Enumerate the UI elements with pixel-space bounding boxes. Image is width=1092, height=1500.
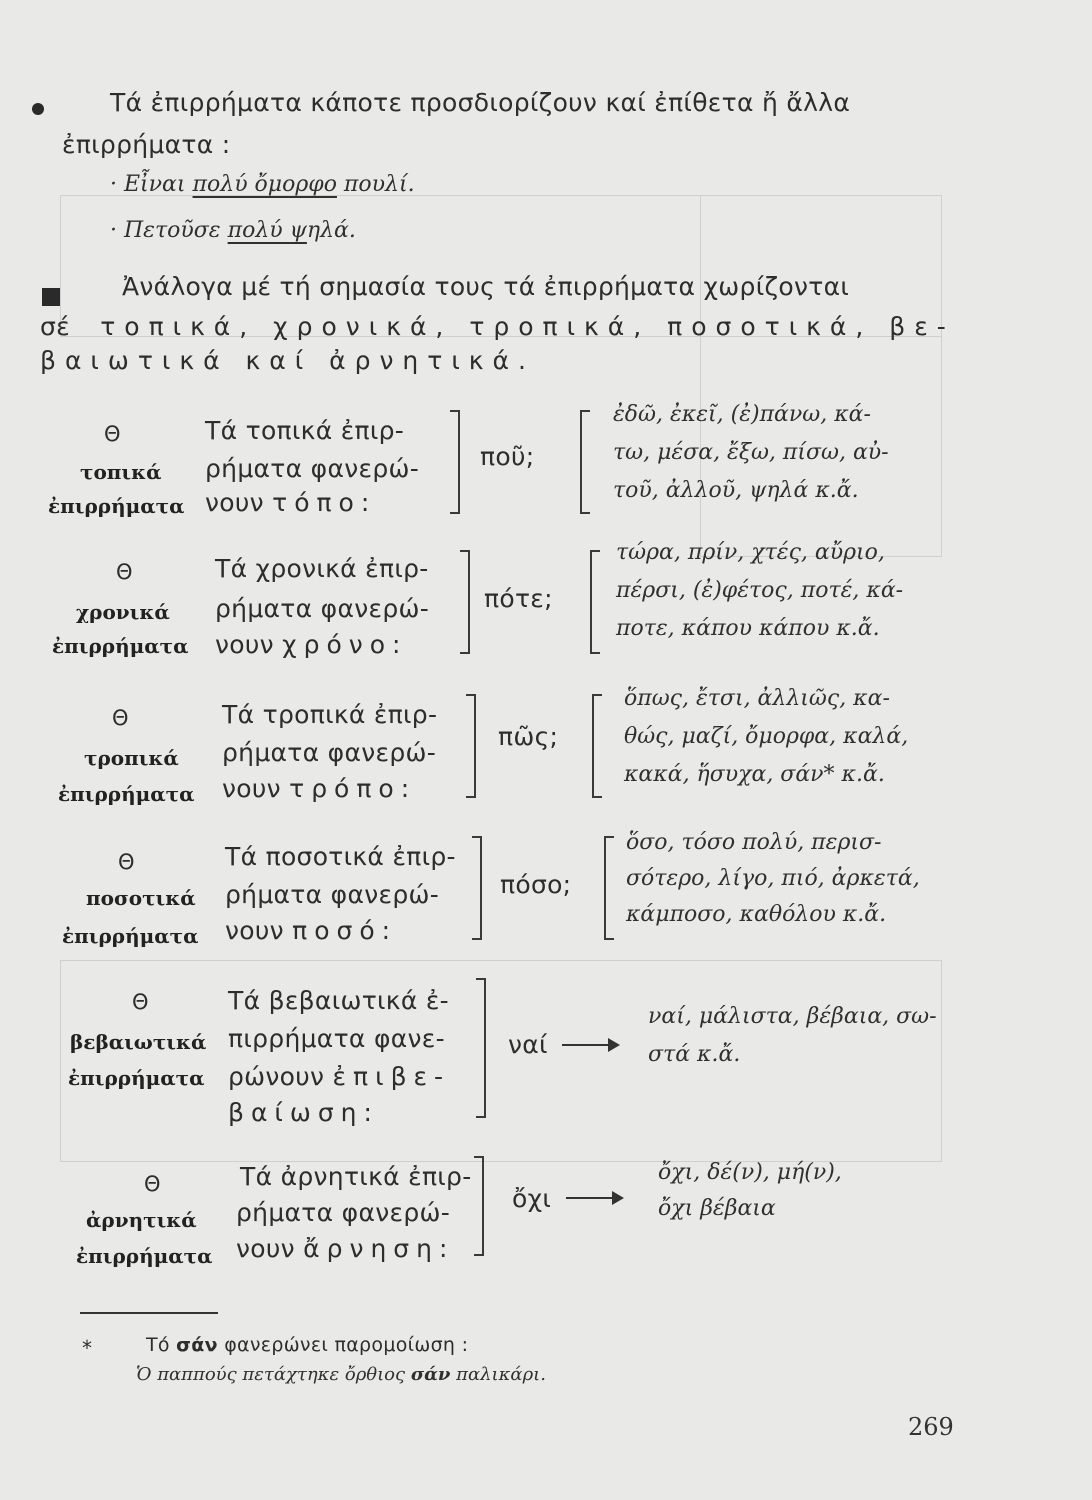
term-topika: τοπικά <box>80 460 162 484</box>
theta-symbol: Θ <box>112 706 129 730</box>
classification-line-1: Ἀνάλογα μέ τή σημασία τους τά ἐπιρρήματα χωρίζονται <box>122 272 850 301</box>
question-word: ποῦ; <box>480 442 535 471</box>
example-2-underlined: πολύ ψ <box>227 218 307 243</box>
examples-line-1: ἐδῶ, ἐκεῖ, (ἐ)πάνω, κά- <box>613 402 871 427</box>
example-2-post: ηλά. <box>306 218 356 243</box>
term-epirrimata: ἐπιρρήματα <box>62 924 199 948</box>
example-1-post: πουλί. <box>336 172 415 197</box>
examples-line-2: πέρσι, (ἐ)φέτος, ποτέ, κά- <box>616 578 904 603</box>
desc-line-3-pre: νουν <box>215 630 274 659</box>
bracket-right <box>476 978 486 1118</box>
arrow-right-icon <box>562 1044 618 1046</box>
desc-line-3-pre: νουν <box>225 916 284 945</box>
desc-line-3-pre: νουν <box>205 488 264 517</box>
theta-symbol: Θ <box>116 560 133 584</box>
question-word: πῶς; <box>498 722 559 751</box>
question-word: πότε; <box>484 584 553 613</box>
term-epirrimata: ἐπιρρήματα <box>48 494 185 518</box>
desc-line-1: Τά χρονικά ἐπιρ- <box>215 554 429 583</box>
footnote-line-2-post: παλικάρι. <box>450 1364 546 1385</box>
term-arnitika: ἀρνητικά <box>86 1208 197 1232</box>
footnote-line-1-mid: φανερώνει <box>217 1334 335 1356</box>
classification-line-2 <box>40 312 955 341</box>
desc-line-3-spaced: ἄρνηση: <box>303 1234 455 1263</box>
desc-line-3-pre: ρώνουν <box>228 1062 325 1091</box>
footnote-line-2-pre: Ὁ παππούς πετάχτηκε ὄρθιος <box>136 1364 411 1385</box>
theta-symbol: Θ <box>104 422 121 446</box>
examples-line-3: τοῦ, ἀλλοῦ, ψηλά κ.ἄ. <box>613 478 859 503</box>
question-word: πόσο; <box>500 870 572 899</box>
classification-line-2-spaced: τοπικά, χρονικά, τροπικά, ποσοτικά, βε- <box>100 312 955 341</box>
desc-line-2: ρήματα φανερώ- <box>215 594 430 623</box>
desc-line-2: πιρρήματα φανε- <box>228 1024 445 1053</box>
term-epirrimata: ἐπιρρήματα <box>58 782 195 806</box>
desc-line-3-pre: νουν <box>236 1234 295 1263</box>
desc-line-3-spaced: τρόπο: <box>289 774 417 803</box>
arrow-right-icon <box>566 1197 622 1199</box>
examples-line-1: ναί, μάλιστα, βέβαια, σω- <box>648 1004 937 1029</box>
examples-line-2: θώς, μαζί, ὄμορφα, καλά, <box>624 724 909 749</box>
term-epirrimata: ἐπιρρήματα <box>68 1066 205 1090</box>
footnote-line-1-pre: Τό <box>146 1334 177 1356</box>
examples-line-1: τώρα, πρίν, χτές, αὔριο, <box>616 540 885 565</box>
footnote-rule <box>80 1312 218 1314</box>
term-tropika: τροπικά <box>84 746 179 770</box>
examples-line-2: σότερο, λίγο, πιό, ἀρκετά, <box>626 866 920 891</box>
desc-line-3-spaced: ποσό: <box>292 916 398 945</box>
theta-symbol: Θ <box>144 1172 161 1196</box>
footnote-star: * <box>82 1336 93 1360</box>
bracket-right <box>474 1156 484 1256</box>
desc-line-2: ρήματα φανερώ- <box>222 738 437 767</box>
desc-line-2: ρήματα φανερώ- <box>205 454 420 483</box>
desc-line-3 <box>222 774 416 803</box>
desc-line-2: ρήματα φανερώ- <box>236 1198 451 1227</box>
classification-line-2-pre: σέ <box>40 312 70 341</box>
bracket-left <box>590 550 600 654</box>
term-epirrimata: ἐπιρρήματα <box>52 634 189 658</box>
desc-line-3 <box>225 916 397 945</box>
desc-line-3-spaced: τόπο: <box>272 488 377 517</box>
example-1-underlined: πολύ ὄμορφο <box>192 172 337 197</box>
bracket-left <box>604 836 614 940</box>
classification-line-3: βαιωτικά καί ἀρνητικά. <box>40 346 535 375</box>
desc-line-1: Τά βεβαιωτικά ἐ- <box>228 986 449 1015</box>
examples-line-1: ὄχι, δέ(ν), μή(ν), <box>658 1160 842 1185</box>
example-1-pre: Εἶναι <box>124 172 193 197</box>
desc-line-4: βαίωση: <box>228 1098 379 1127</box>
term-posotika: ποσοτικά <box>86 886 196 910</box>
desc-line-1: Τά τοπικά ἐπιρ- <box>205 416 405 445</box>
question-word: ναί <box>508 1030 548 1059</box>
bracket-right <box>460 550 470 654</box>
bracket-right <box>466 694 476 798</box>
bracket-right <box>450 410 460 514</box>
term-vevaiotika: βεβαιωτικά <box>70 1030 207 1054</box>
desc-line-2: ρήματα φανερώ- <box>225 880 440 909</box>
page-number: 269 <box>908 1413 954 1441</box>
bracket-left <box>592 694 602 798</box>
question-word: ὄχι <box>512 1184 552 1213</box>
examples-line-1: ὅπως, ἔτσι, ἀλλιῶς, κα- <box>624 686 890 711</box>
footnote-line-1 <box>146 1334 468 1356</box>
examples-line-2: ὄχι βέβαια <box>658 1196 776 1221</box>
bracket-right <box>472 836 482 940</box>
footnote-line-1-bold: σάν <box>176 1334 218 1356</box>
term-epirrimata: ἐπιρρήματα <box>76 1244 213 1268</box>
examples-line-3: κάμποσο, καθόλου κ.ἄ. <box>626 902 887 927</box>
theta-symbol: Θ <box>132 990 149 1014</box>
desc-line-1: Τά ἀρνητικά ἐπιρ- <box>240 1162 472 1191</box>
footnote-line-2 <box>136 1364 546 1385</box>
bullet-dot <box>32 103 44 115</box>
examples-line-2: στά κ.ἄ. <box>648 1042 741 1067</box>
example-2-pre: Πετοῦσε <box>124 218 228 243</box>
examples-line-1: ὅσο, τόσο πολύ, περισ- <box>626 830 882 855</box>
term-chronika: χρονικά <box>76 600 170 624</box>
desc-line-1: Τά ποσοτικά ἐπιρ- <box>225 842 456 871</box>
desc-line-3-pre: νουν <box>222 774 281 803</box>
bleed-through-box-lower <box>60 960 942 1162</box>
desc-line-3-spaced: χρόνο: <box>282 630 408 659</box>
intro-line-2: ἐπιρρήματα : <box>62 130 231 159</box>
example-1: · Εἶναι πολύ ὄμορφο πουλί. <box>110 172 415 197</box>
desc-line-3 <box>215 630 407 659</box>
desc-line-3 <box>228 1062 450 1091</box>
desc-line-1: Τά τροπικά ἐπιρ- <box>222 700 438 729</box>
examples-line-2: τω, μέσα, ἔξω, πίσω, αὐ- <box>613 440 889 465</box>
intro-line-1: Τά ἐπιρρήματα κάποτε προσδιορίζουν καί ἐπίθετα ἤ ἄλλα <box>110 88 851 117</box>
bracket-left <box>580 410 590 514</box>
theta-symbol: Θ <box>118 850 135 874</box>
desc-line-3 <box>205 488 376 517</box>
square-marker <box>42 288 60 306</box>
examples-line-3: ποτε, κάπου κάπου κ.ἄ. <box>616 616 880 641</box>
desc-line-3 <box>236 1234 454 1263</box>
footnote-line-1-post: παρομοίωση : <box>334 1334 469 1356</box>
examples-line-3: κακά, ἥσυχα, σάν* κ.ἄ. <box>624 762 885 787</box>
example-2: · Πετοῦσε πολύ ψηλά. <box>110 218 356 243</box>
desc-line-3-spaced: ἐπιβε- <box>332 1062 451 1091</box>
footnote-line-2-bold: σάν <box>410 1364 451 1385</box>
